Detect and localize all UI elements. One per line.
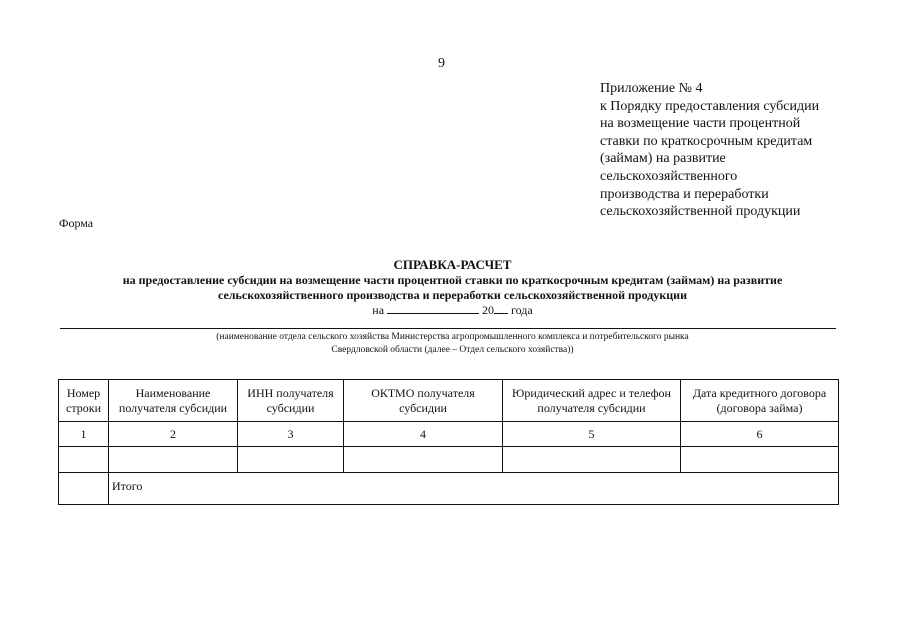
header-inn: ИНН получателя субсидии (238, 380, 344, 422)
subtitle-line: на предоставление субсидии на возмещение части процентной ставки по краткосрочным кредитам (займам) на развитие (122, 273, 783, 287)
header-contract-date: Дата кредитного договора (договора займа) (681, 380, 839, 422)
department-field-line[interactable] (60, 328, 836, 329)
column-number: 1 (59, 422, 109, 447)
total-row (59, 473, 839, 505)
year-prefix: 20 (482, 303, 495, 317)
appendix-line: сельскохозяйственной продукции (600, 204, 801, 220)
header-address-phone: Юридический адрес и телефон получателя субсидии (503, 380, 681, 422)
table-cell[interactable] (238, 447, 344, 473)
total-label: Итого (109, 473, 839, 505)
calculation-table (58, 379, 839, 505)
column-number: 4 (344, 422, 503, 447)
total-row-number-cell[interactable] (59, 473, 109, 505)
department-caption (0, 331, 905, 357)
caption-line: (наименование отдела сельского хозяйства Министерства агропромышленного комплекса и потребительского рынка (216, 332, 689, 342)
header-oktmo: ОКТМО получателя субсидии (344, 380, 503, 422)
document-subtitle (0, 273, 905, 303)
column-number: 5 (503, 422, 681, 447)
appendix-line: на возмещение части процентной (600, 116, 801, 132)
table-row (59, 447, 839, 473)
subtitle-line: сельскохозяйственного производства и переработки сельскохозяйственной продукции (218, 288, 687, 302)
form-label: Форма (59, 216, 94, 230)
table-cell[interactable] (109, 447, 238, 473)
header-recipient-name: Наименование получателя субсидии (109, 380, 238, 422)
date-prefix: на (372, 303, 385, 317)
date-suffix: года (511, 303, 533, 317)
date-blank[interactable] (387, 302, 479, 314)
appendix-line: к Порядку предоставления субсидии (600, 98, 820, 114)
appendix-line: ставки по краткосрочным кредитам (600, 133, 813, 149)
table-cell[interactable] (59, 447, 109, 473)
appendix-line: (займам) на развитие (600, 151, 726, 167)
appendix-line: производства и переработки (600, 186, 769, 202)
table-header-row (59, 380, 839, 422)
document-title: СПРАВКА-РАСЧЕТ (393, 257, 512, 272)
table-cell[interactable] (344, 447, 503, 473)
appendix-line: сельскохозяйственного (600, 168, 738, 184)
column-number: 6 (681, 422, 839, 447)
table-cell[interactable] (503, 447, 681, 473)
column-number: 3 (238, 422, 344, 447)
year-blank[interactable] (494, 302, 508, 314)
table-cell[interactable] (681, 447, 839, 473)
column-number: 2 (109, 422, 238, 447)
appendix-line: Приложение № 4 (600, 81, 703, 96)
appendix-note (600, 80, 860, 221)
page-number: 9 (438, 56, 445, 71)
date-line (0, 302, 905, 318)
column-number-row (59, 422, 839, 447)
caption-line: Свердловской области (далее – Отдел сельского хозяйства)) (331, 345, 574, 355)
header-row-number: Номер строки (59, 380, 109, 422)
